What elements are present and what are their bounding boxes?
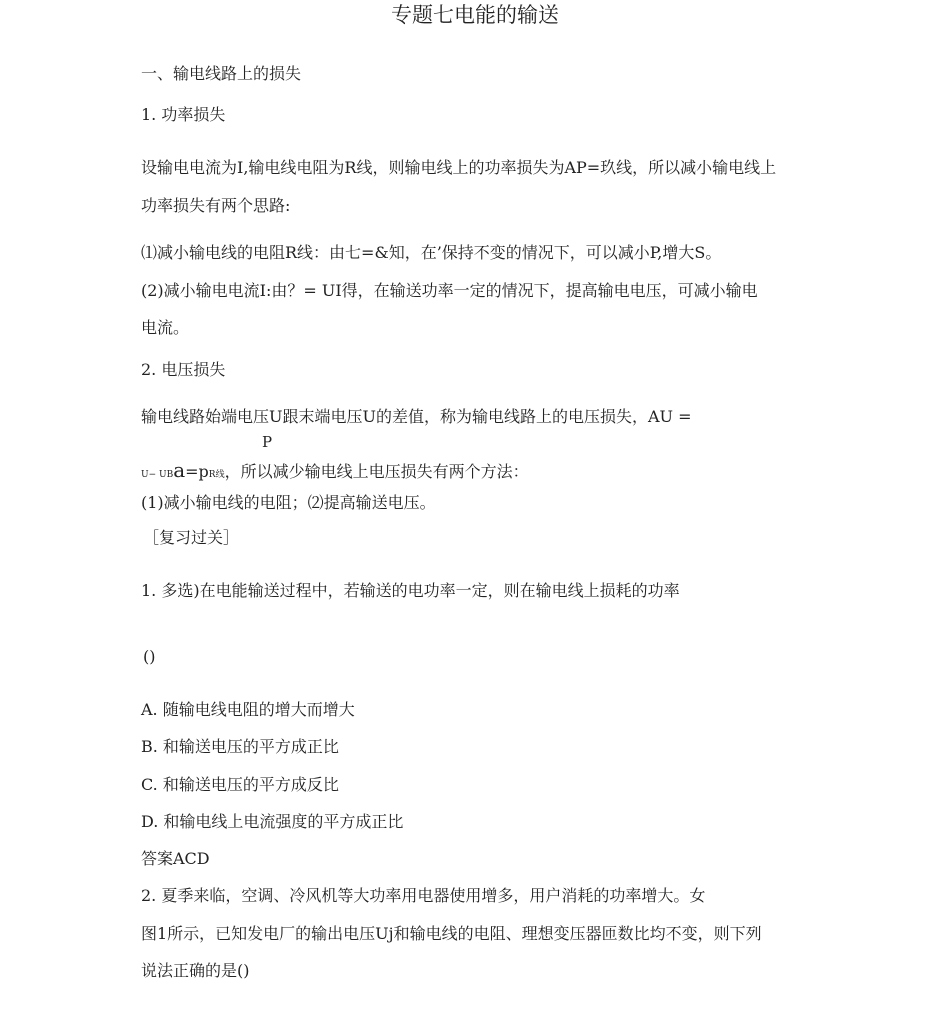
- paragraph-voltage-methods: (1)减小输电线的电阻；⑵提高输送电压。: [141, 493, 436, 512]
- answer-line: 答案ACD: [141, 849, 210, 868]
- formula-rest: ，所以减少输电线上电压损失有两个方法：: [224, 462, 529, 481]
- section-heading-transmission-loss: 一、输电线路上的损失: [141, 64, 302, 83]
- subsection-power-loss: 1. 功率损失: [141, 105, 226, 124]
- formula-subscript-r: R线: [208, 470, 225, 480]
- paragraph-power-loss-1: 设输电电流为I,输电线电阻为R线，则输电线上的功率损失为AP=玖线，所以减小输电线上: [141, 158, 777, 177]
- subsection-voltage-loss: 2. 电压损失: [141, 360, 226, 379]
- option-b: B. 和输送电压的平方成正比: [141, 737, 339, 756]
- question-1: 1. 多选)在电能输送过程中，若输送的电功率一定，则在输电线上损耗的功率: [141, 581, 680, 600]
- formula-symbol: a: [173, 458, 186, 482]
- paragraph-voltage-loss: 输电线路始端电压U跟末端电压U的差值，称为输电线路上的电压损失，AU =: [141, 407, 692, 426]
- paragraph-power-loss-1b: 功率损失有两个思路:: [141, 196, 291, 215]
- question-2: 2. 夏季来临，空调、冷风机等大功率用电器使用增多，用户消耗的功率增大。女: [141, 886, 706, 905]
- option-c: C. 和输送电压的平方成反比: [141, 775, 339, 794]
- formula-subscript-b: B: [166, 470, 174, 480]
- option-d: D. 和输电线上电流强度的平方成正比: [141, 812, 404, 831]
- formula-equals: =p: [185, 462, 209, 481]
- paragraph-voltage-formula: [141, 460, 529, 485]
- page-title: 专题七电能的输送: [391, 3, 559, 27]
- fraction-numerator: P: [262, 433, 273, 451]
- question-2-line-2: 图1所示，已知发电厂的输出电压Uj和输电线的电阻、理想变压器匝数比均不变，则下列: [141, 924, 762, 943]
- formula-subscript-u: U− U: [141, 470, 167, 480]
- paragraph-method-2: (2)减小输电电流I:由？= UI得，在输送功率一定的情况下，提高输电电压，可减小输电: [141, 281, 758, 300]
- question-2-line-3: 说法正确的是(): [141, 961, 250, 980]
- paragraph-method-1: ⑴减小输电线的电阻R线：由七=&知，在’保持不变的情况下，可以减小P,增大S。: [141, 243, 722, 262]
- review-heading: ［复习过关］: [143, 528, 240, 547]
- paragraph-method-2b: 电流。: [141, 318, 190, 337]
- option-a: A. 随输电线电阻的增大而增大: [141, 700, 355, 719]
- question-1-answer-blank: (): [143, 647, 156, 666]
